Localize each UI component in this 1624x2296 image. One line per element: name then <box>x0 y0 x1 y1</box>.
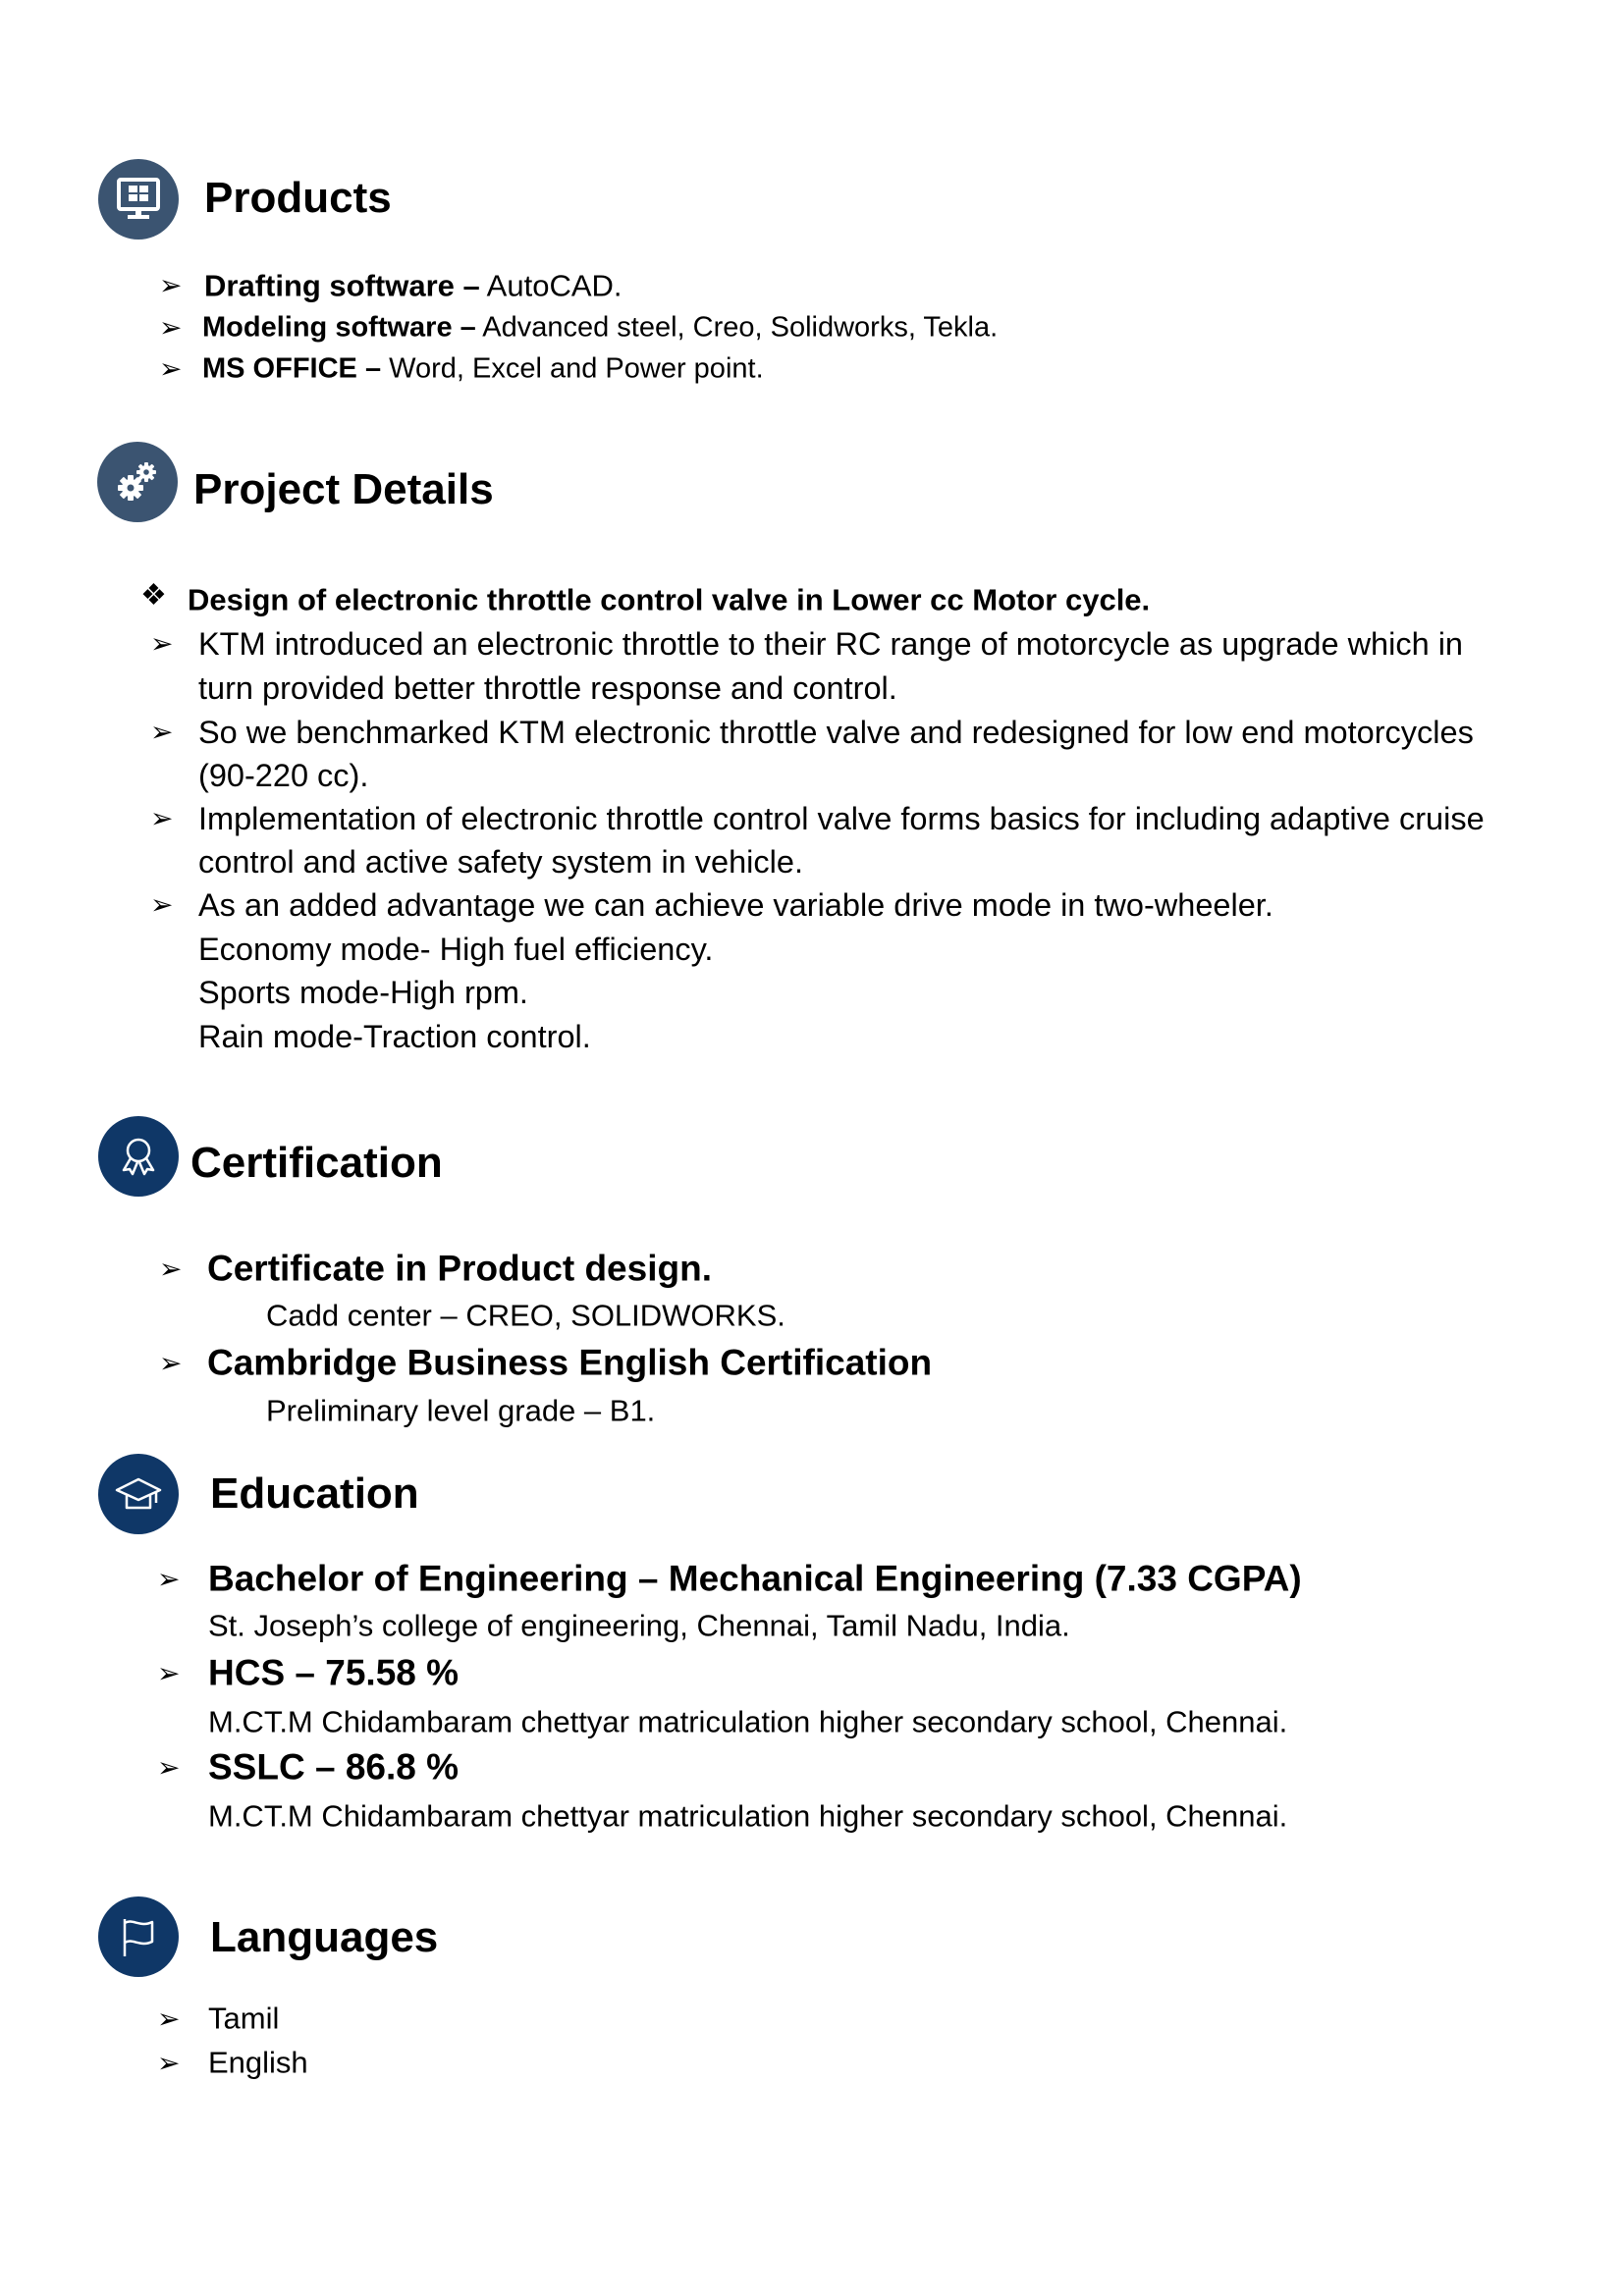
certification-detail: Preliminary level grade – B1. <box>266 1393 656 1428</box>
product-label: Drafting software – <box>204 268 480 303</box>
arrow-bullet-icon: ➢ <box>157 1752 181 1783</box>
section-title-languages: Languages <box>210 1913 439 1961</box>
arrow-bullet-icon: ➢ <box>159 353 183 384</box>
project-line: Implementation of electronic throttle control valve forms basics for including adaptive cruise <box>198 800 1485 836</box>
arrow-bullet-icon: ➢ <box>150 717 174 747</box>
arrow-bullet-icon: ➢ <box>157 1658 181 1688</box>
product-item <box>202 352 764 385</box>
education-title: HCS – 75.58 % <box>208 1652 460 1693</box>
certification-title: Certificate in Product design. <box>207 1248 712 1289</box>
project-line: Rain mode-Traction control. <box>198 1018 591 1054</box>
project-title: Design of electronic throttle control valve in Lower cc Motor cycle. <box>188 582 1151 617</box>
project-line: As an added advantage we can achieve variable drive mode in two-wheeler. <box>198 886 1273 923</box>
education-title: SSLC – 86.8 % <box>208 1746 460 1788</box>
project-line: KTM introduced an electronic throttle to their RC range of motorcycle as upgrade which in <box>198 625 1463 662</box>
project-line: Sports mode-High rpm. <box>198 974 528 1010</box>
education-detail: M.CT.M Chidambaram chettyar matriculation higher secondary school, Chennai. <box>208 1704 1288 1739</box>
section-title-certification: Certification <box>190 1139 443 1187</box>
arrow-bullet-icon: ➢ <box>157 1564 181 1594</box>
arrow-bullet-icon: ➢ <box>159 270 183 300</box>
certification-detail: Cadd center – CREO, SOLIDWORKS. <box>266 1298 785 1333</box>
arrow-bullet-icon: ➢ <box>150 628 174 659</box>
project-line: turn provided better throttle response and control. <box>198 669 897 706</box>
education-detail: St. Joseph’s college of engineering, Chennai, Tamil Nadu, India. <box>208 1608 1070 1643</box>
language-item: English <box>208 2045 308 2080</box>
arrow-bullet-icon: ➢ <box>157 2003 181 2034</box>
award-ribbon-icon <box>98 1116 179 1197</box>
product-label: MS OFFICE – <box>202 352 382 385</box>
education-title: Bachelor of Engineering – Mechanical Engineering (7.33 CGPA) <box>208 1558 1302 1599</box>
project-line: So we benchmarked KTM electronic throttle valve and redesigned for low end motorcycles <box>198 714 1474 750</box>
arrow-bullet-icon: ➢ <box>157 2048 181 2078</box>
gears-icon <box>97 442 178 522</box>
arrow-bullet-icon: ➢ <box>150 803 174 833</box>
arrow-bullet-icon: ➢ <box>159 312 183 343</box>
section-title-products: Products <box>204 174 392 222</box>
diamond-bullet-icon: ❖ <box>140 579 167 612</box>
product-item <box>202 311 999 344</box>
monitor-icon <box>98 159 179 240</box>
project-line: control and active safety system in vehicle. <box>198 843 803 880</box>
project-line: (90-220 cc). <box>198 757 369 793</box>
product-label: Modeling software – <box>202 311 476 344</box>
section-title-education: Education <box>210 1469 419 1518</box>
project-line: Economy mode- High fuel efficiency. <box>198 931 714 967</box>
graduation-cap-icon <box>98 1454 179 1534</box>
arrow-bullet-icon: ➢ <box>150 889 174 920</box>
product-value: AutoCAD. <box>479 268 623 303</box>
language-item: Tamil <box>208 2001 280 2036</box>
product-value: Advanced steel, Creo, Solidworks, Tekla. <box>475 311 999 344</box>
product-item <box>204 268 623 303</box>
arrow-bullet-icon: ➢ <box>159 1254 183 1284</box>
education-detail: M.CT.M Chidambaram chettyar matriculation higher secondary school, Chennai. <box>208 1798 1288 1834</box>
arrow-bullet-icon: ➢ <box>159 1348 183 1378</box>
section-title-project-details: Project Details <box>193 465 494 513</box>
flag-icon <box>98 1896 179 1977</box>
product-value: Word, Excel and Power point. <box>381 352 764 385</box>
certification-title: Cambridge Business English Certification <box>207 1342 933 1383</box>
